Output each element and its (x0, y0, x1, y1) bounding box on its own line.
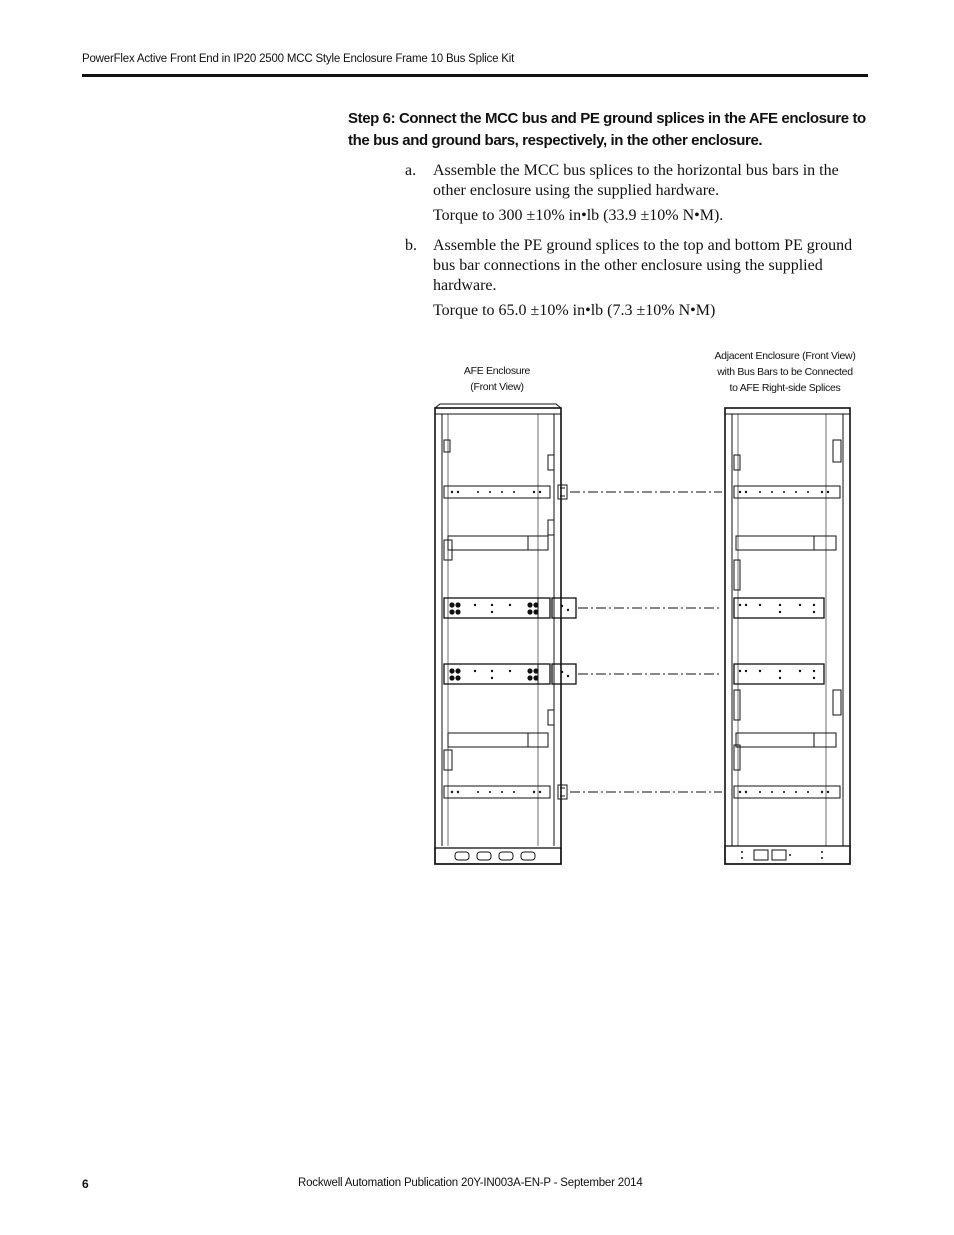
afe-enclosure-caption (432, 363, 562, 395)
afe-enclosure-drawing (435, 404, 576, 864)
torque-spec-b: Torque to 65.0 ±10% in•lb (7.3 ±10% N•M) (433, 302, 716, 319)
list-item-text: Assemble the MCC bus splices to the horizontal bus bars in the other enclosure using the supplied hardware. (433, 162, 839, 199)
enclosure-splice-diagram (430, 400, 860, 870)
list-item-label: b. (405, 237, 417, 254)
page-number: 6 (82, 1177, 89, 1191)
running-header: PowerFlex Active Front End in IP20 2500 MCC Style Enclosure Frame 10 Bus Splice Kit (82, 53, 515, 65)
list-item-label: a. (405, 162, 417, 179)
caption-line: (Front View) (470, 381, 524, 393)
adjacent-enclosure-drawing (725, 408, 850, 864)
list-item-text: Assemble the PE ground splices to the top and bottom PE ground bus bar connections in the other enclosure using the supplied hardware. (433, 237, 853, 294)
caption-line: to AFE Right-side Splices (729, 382, 841, 394)
step-heading: Step 6: Connect the MCC bus and PE ground splices in the AFE enclosure to the bus and ground bars, respectively, in the other enclosure. (348, 110, 866, 149)
adjacent-enclosure-caption (700, 348, 870, 396)
caption-line: AFE Enclosure (463, 365, 531, 377)
caption-line: Adjacent Enclosure (Front View) (714, 350, 856, 362)
caption-line: with Bus Bars to be Connected (717, 366, 853, 378)
publication-footer: Rockwell Automation Publication 20Y-IN003A-EN-P - September 2014 (298, 1177, 643, 1189)
connection-leader-lines (570, 492, 722, 792)
header-rule (82, 74, 868, 77)
torque-spec-a: Torque to 300 ±10% in•lb (33.9 ±10% N•M). (433, 207, 724, 224)
